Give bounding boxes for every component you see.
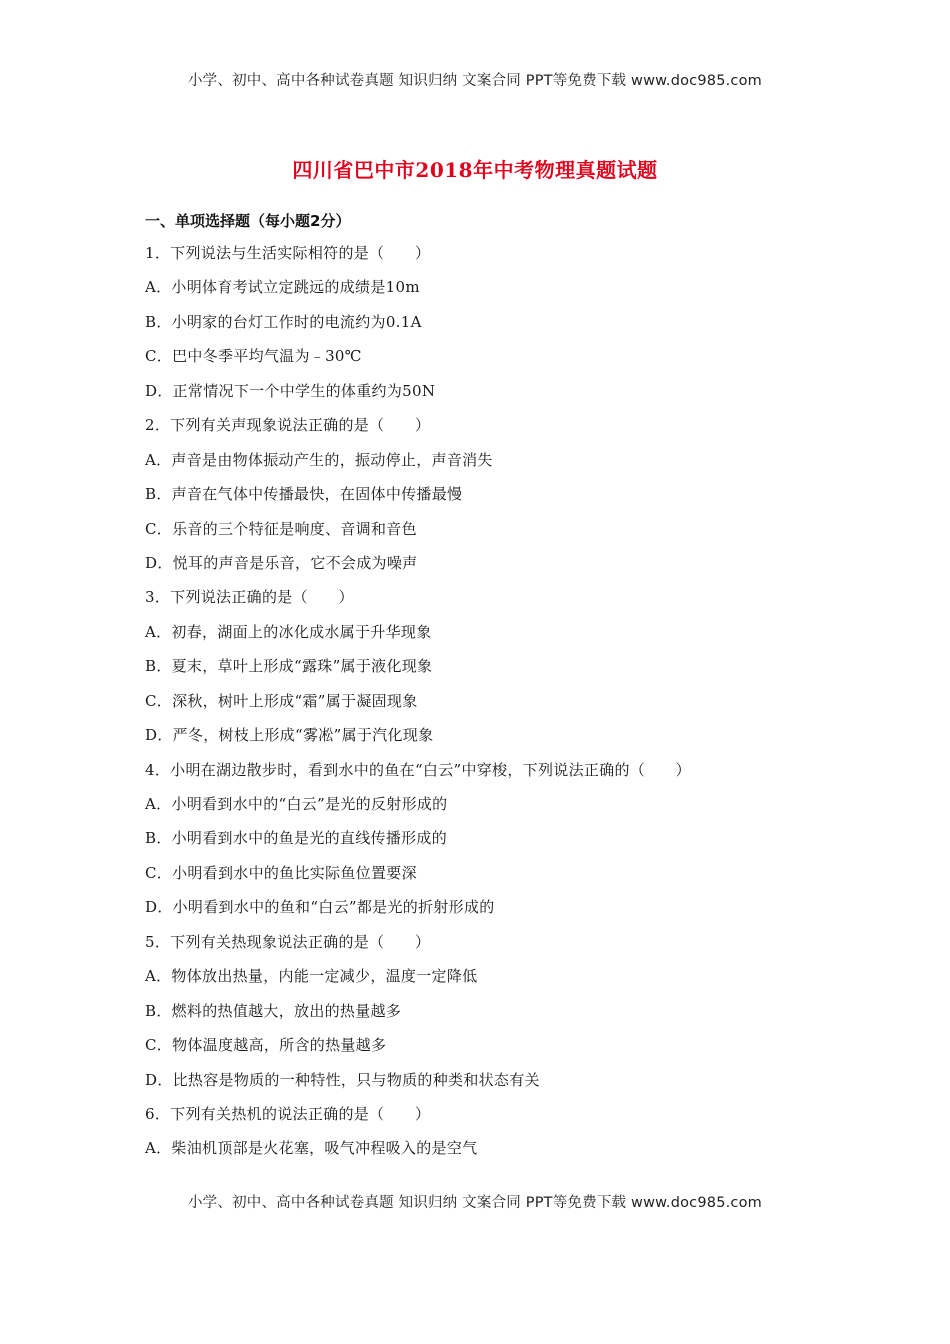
question-list <box>145 243 845 1173</box>
question-4-option-c: C．小明看到水中的鱼比实际鱼位置要深 <box>145 863 417 882</box>
question-1-stem: 1．下列说法与生活实际相符的是（ ） <box>145 244 431 262</box>
question-3-option-d: D．严冬，树枝上形成“雾凇”属于汽化现象 <box>145 726 434 745</box>
question-4-option-b: B．小明看到水中的鱼是光的直线传播形成的 <box>145 829 448 848</box>
question-4-option-d: D．小明看到水中的鱼和“白云”都是光的折射形成的 <box>145 898 495 917</box>
question-2-option-a: A．声音是由物体振动产生的，振动停止，声音消失 <box>145 450 493 469</box>
header-note: 小学、初中、高中各种试卷真题 知识归纳 文案合同 PPT等免费下载 www.doc985.com <box>187 73 763 89</box>
question-5-option-a: A．物体放出热量，内能一定减少，温度一定降低 <box>145 967 478 986</box>
question-4-option-a: A．小明看到水中的“白云”是光的反射形成的 <box>145 795 448 813</box>
question-5-option-b: B．燃料的热值越大，放出的热量越多 <box>145 1001 402 1020</box>
question-2-option-d: D．悦耳的声音是乐音，它不会成为噪声 <box>145 553 418 572</box>
question-3-stem: 3．下列说法正确的是（ ） <box>145 588 354 607</box>
question-5-stem: 5．下列有关热现象说法正确的是（ ） <box>145 932 431 951</box>
question-6-option-a: A．柴油机顶部是火花塞，吸气冲程吸入的是空气 <box>145 1139 478 1158</box>
question-3-option-b: B．夏末，草叶上形成“露珠”属于液化现象 <box>145 657 433 676</box>
question-3-option-c: C．深秋，树叶上形成“霜”属于凝固现象 <box>145 691 418 710</box>
question-2-stem: 2．下列有关声现象说法正确的是（ ） <box>145 416 431 435</box>
question-5-option-c: C．物体温度越高，所含的热量越多 <box>145 1036 387 1055</box>
question-5-option-d: D．比热容是物质的一种特性，只与物质的种类和状态有关 <box>145 1070 540 1089</box>
question-3-option-a: A．初春，湖面上的冰化成水属于升华现象 <box>145 622 432 641</box>
question-2-option-c: C．乐音的三个特征是响度、音调和音色 <box>145 519 417 538</box>
question-6-stem: 6．下列有关热机的说法正确的是（ ） <box>145 1104 431 1123</box>
page-title: 四川省巴中市2018年中考物理真题试题 <box>292 158 658 182</box>
question-1-option-d: D．正常情况下一个中学生的体重约为50N <box>145 381 436 400</box>
question-1-option-c: C．巴中冬季平均气温为﹣30℃ <box>145 347 362 366</box>
question-1-option-a: A．小明体育考试立定跳远的成绩是10m <box>145 278 420 297</box>
footer-note: 小学、初中、高中各种试卷真题 知识归纳 文案合同 PPT等免费下载 www.doc985.com <box>187 1195 763 1211</box>
section-heading: 一、单项选择题（每小题2分） <box>145 212 351 230</box>
question-1-option-b: B．小明家的台灯工作时的电流约为0.1A <box>145 312 422 331</box>
question-2-option-b: B．声音在气体中传播最快，在固体中传播最慢 <box>145 485 463 504</box>
question-4-stem: 4．小明在湖边散步时，看到水中的鱼在“白云”中穿梭，下列说法正确的（ ） <box>145 760 691 779</box>
